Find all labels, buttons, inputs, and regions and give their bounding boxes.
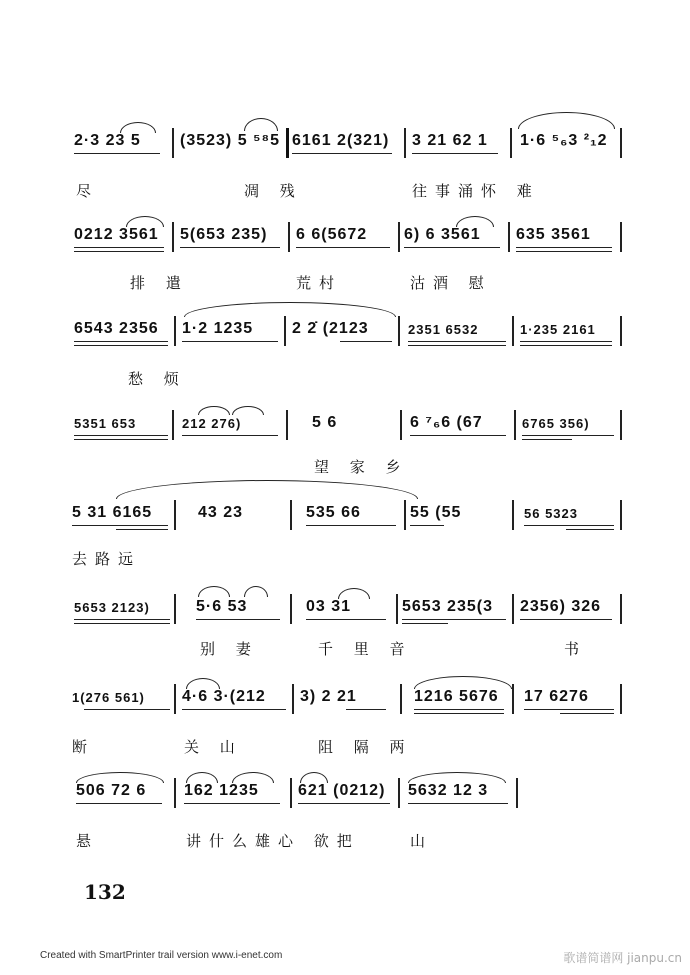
bar-line [512, 594, 514, 624]
slur-mark [116, 480, 418, 499]
underline [182, 341, 278, 342]
underline [560, 713, 614, 714]
lyric-text: 沽酒 慰 [410, 274, 492, 292]
bar-line [292, 684, 294, 714]
underline [410, 525, 444, 526]
bar-line [284, 316, 286, 346]
underline [306, 619, 386, 620]
bar-line [510, 128, 512, 158]
measure: 17 6276 [524, 688, 589, 705]
notation-line [0, 410, 690, 440]
bar-line [172, 222, 174, 252]
underline [402, 623, 448, 624]
measure: 1·6 ⁵₆3 ²₁2 [520, 132, 608, 149]
bar-line [512, 500, 514, 530]
underline [410, 435, 506, 436]
lyric-text: 讲什么雄心 欲把 [186, 832, 360, 850]
bar-line [290, 778, 292, 808]
measure: 5632 12 3 [408, 782, 489, 799]
bar-line [620, 500, 622, 530]
measure: 1·235 2161 [520, 322, 596, 337]
measure: 6543 2356 [74, 320, 159, 337]
notation-line [0, 128, 690, 158]
lyric-text: 荒村 [296, 274, 343, 292]
slur-mark [244, 118, 278, 131]
bar-line [174, 316, 176, 346]
underline [408, 341, 506, 342]
bar-line [398, 778, 400, 808]
bar-line [508, 222, 510, 252]
bar-line [620, 594, 622, 624]
measure: 5351 653 [74, 416, 137, 431]
notation-line [0, 684, 690, 714]
footer-text: Created with SmartPrinter trail version www.i-enet.com [40, 950, 283, 961]
measure: 506 72 6 [76, 782, 147, 799]
bar-line [174, 500, 176, 530]
measure: 5 6 [312, 414, 338, 431]
underline [516, 247, 612, 248]
underline [74, 153, 160, 154]
bar-line [398, 222, 400, 252]
slur-mark [232, 406, 264, 415]
underline [520, 341, 612, 342]
notation-line [0, 316, 690, 346]
lyric-text: 千 里 音 [318, 640, 413, 658]
bar-line [398, 316, 400, 346]
slur-mark [198, 586, 230, 597]
measure: 5653 2123) [74, 600, 150, 615]
measure: 6) 6 3561 [404, 226, 481, 243]
underline [306, 525, 396, 526]
slur-mark [184, 302, 396, 317]
underline [522, 439, 572, 440]
underline [566, 529, 614, 530]
measure: 03 31 [306, 598, 352, 615]
lyric-text: 排 遣 [130, 274, 189, 292]
underline [408, 803, 508, 804]
underline [74, 247, 164, 248]
bar-line [620, 128, 622, 158]
underline [402, 619, 506, 620]
measure: 621 (0212) [298, 782, 386, 799]
measure: 3 21 62 1 [412, 132, 488, 149]
underline [84, 709, 170, 710]
underline [196, 619, 280, 620]
bar-line [514, 410, 516, 440]
underline [74, 619, 170, 620]
lyric-text: 愁 烦 [128, 370, 187, 388]
measure: 162 1235 [184, 782, 259, 799]
measure: 2351 6532 [408, 322, 479, 337]
underline [74, 345, 168, 346]
measure: 6765 356) [522, 416, 590, 431]
notation-line [0, 778, 690, 808]
bar-line [400, 684, 402, 714]
measure: 55 (55 [410, 504, 462, 521]
bar-line [174, 594, 176, 624]
underline [116, 529, 168, 530]
lyric-text: 阻 隔 两 [318, 738, 413, 756]
measure: 3) 2 21 [300, 688, 357, 705]
underline [414, 709, 504, 710]
underline [524, 709, 614, 710]
measure: 0212 3561 [74, 226, 159, 243]
underline [74, 623, 170, 624]
measure: 6 6(5672 [296, 226, 368, 243]
lyric-text: 往事涌怀 难 [412, 182, 540, 200]
underline [182, 435, 278, 436]
lyric-text: 凋 残 [244, 182, 303, 200]
underline [74, 251, 164, 252]
underline [340, 341, 392, 342]
bar-line [172, 410, 174, 440]
bar-line [290, 594, 292, 624]
underline [182, 709, 286, 710]
measure: (3523) 5 ⁵⁸5 [180, 132, 281, 149]
lyric-text: 悬 [76, 832, 100, 850]
bar-line [512, 316, 514, 346]
slur-mark [518, 112, 615, 129]
bar-line [620, 410, 622, 440]
bar-line [286, 128, 289, 158]
measure: 5(653 235) [180, 226, 268, 243]
slur-mark [244, 586, 268, 597]
bar-line [286, 410, 288, 440]
measure: 6161 2(321) [292, 132, 390, 149]
bar-line [404, 500, 406, 530]
lyric-text: 望 家 乡 [314, 458, 409, 476]
bar-line [400, 410, 402, 440]
underline [298, 803, 390, 804]
measure: 56 5323 [524, 506, 578, 521]
bar-line [516, 778, 518, 808]
measure: 535 66 [306, 504, 361, 521]
notation-line [0, 500, 690, 530]
underline [76, 803, 162, 804]
lyric-text: 断 [72, 738, 96, 756]
underline [184, 803, 280, 804]
underline [74, 435, 168, 436]
underline [520, 619, 612, 620]
measure: 43 23 [198, 504, 244, 521]
bar-line [174, 684, 176, 714]
bar-line [404, 128, 406, 158]
measure: 635 3561 [516, 226, 591, 243]
bar-line [396, 594, 398, 624]
underline [412, 153, 498, 154]
bar-line [288, 222, 290, 252]
underline [180, 247, 280, 248]
lyric-text: 关 山 [184, 738, 243, 756]
underline [72, 525, 168, 526]
bar-line [174, 778, 176, 808]
page-number: 132 [84, 880, 126, 904]
lyric-text: 去路远 [72, 550, 142, 568]
watermark: 歌谱简谱网 jianpu.cn [563, 951, 682, 965]
lyric-text: 别 妻 [200, 640, 259, 658]
measure: 6 ⁷₆6 (67 [410, 414, 483, 431]
bar-line [620, 316, 622, 346]
measure: 1(276 561) [72, 690, 145, 705]
measure: 1216 5676 [414, 688, 499, 705]
underline [520, 345, 612, 346]
underline [414, 713, 504, 714]
measure: 2 2̇ (2123 [292, 320, 369, 337]
notation-line [0, 594, 690, 624]
bar-line [172, 128, 174, 158]
underline [292, 153, 392, 154]
bar-line [620, 684, 622, 714]
underline [524, 525, 614, 526]
underline [74, 439, 168, 440]
lyric-text: 书 [564, 640, 588, 658]
bar-line [512, 684, 514, 714]
bar-line [620, 222, 622, 252]
lyric-text: 尽 [76, 182, 100, 200]
slur-mark [198, 406, 230, 415]
measure: 5·6 53 [196, 598, 248, 615]
underline [522, 435, 614, 436]
measure: 2356) 326 [520, 598, 602, 615]
measure: 4·6 3·(212 [182, 688, 266, 705]
measure: 5 31 6165 [72, 504, 153, 521]
underline [346, 709, 386, 710]
bar-line [290, 500, 292, 530]
underline [404, 247, 500, 248]
underline [296, 247, 390, 248]
underline [74, 341, 168, 342]
measure: 1·2 1235 [182, 320, 254, 337]
measure: 2·3 23 5 [74, 132, 141, 149]
measure: 212 276) [182, 416, 242, 431]
notation-line [0, 222, 690, 252]
underline [408, 345, 506, 346]
measure: 5653 235(3 [402, 598, 493, 615]
lyric-text: 山 [410, 832, 434, 850]
underline [516, 251, 612, 252]
